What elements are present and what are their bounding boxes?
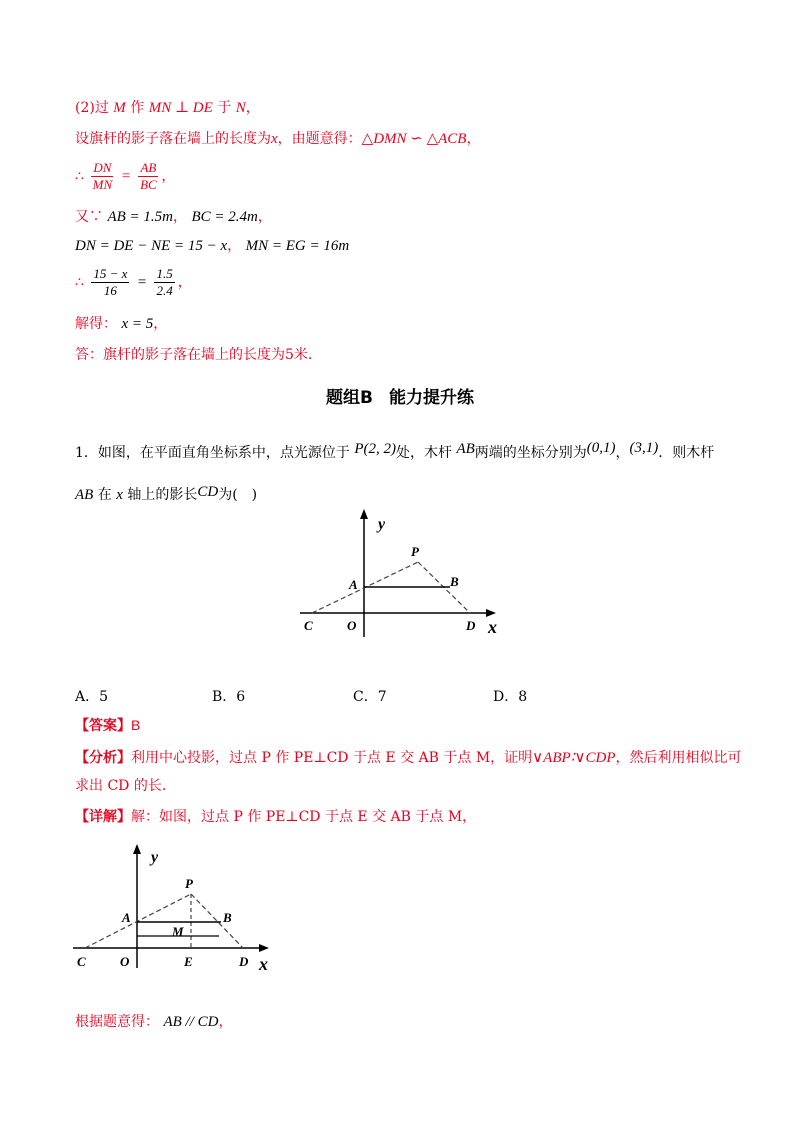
- solution-line-5: [75, 236, 349, 256]
- math: M: [113, 100, 126, 116]
- ray-c-p: [85, 894, 191, 948]
- text: 根据题意得：: [75, 1014, 159, 1030]
- math: (0,1): [586, 440, 616, 456]
- x-axis-arrow: [259, 944, 269, 952]
- text: 设旗杆的影子落在墙上的长度为: [75, 131, 271, 147]
- solution-line-4: [75, 207, 272, 227]
- math: P(2, 2): [354, 441, 397, 457]
- final-line: [75, 1012, 232, 1032]
- math: BC = 2.4m: [191, 209, 258, 225]
- group-label: 题组B: [326, 388, 373, 408]
- math: ∨ABP∶∨CDP: [532, 750, 616, 766]
- math: DN = DE − NE = 15 − x: [75, 238, 228, 254]
- answer-line: [75, 715, 140, 736]
- text: 处，木杆: [396, 445, 453, 461]
- text: 又∵: [75, 209, 103, 225]
- math: x: [271, 131, 278, 147]
- fraction: $\frac{15 - x}{16}$: [93, 266, 128, 298]
- solution-line-1: [75, 98, 260, 118]
- label-d: D: [239, 954, 249, 969]
- text: 作: [130, 100, 145, 116]
- label-y: y: [151, 849, 159, 866]
- text: 于: [217, 100, 232, 116]
- math: x: [116, 487, 123, 503]
- text: ．则木杆: [658, 445, 715, 461]
- group-subtitle: 能力提升练: [388, 388, 474, 408]
- label-b: B: [450, 574, 459, 589]
- label-x: x: [259, 954, 268, 974]
- y-axis-arrow: [133, 844, 141, 854]
- text: 利用中心投影，过点 P 作 PE⊥CD 于点 E 交 AB 于点 M，证明: [131, 750, 533, 766]
- text: 在: [97, 487, 112, 503]
- text: ，: [245, 100, 260, 116]
- label-p: P: [185, 876, 193, 891]
- text: ，: [153, 316, 168, 332]
- math: x = 5: [121, 316, 154, 332]
- text: ，: [218, 1014, 233, 1030]
- label-d: D: [466, 618, 476, 633]
- math: MN = EG = 16m: [245, 238, 350, 254]
- text: ，: [227, 238, 242, 254]
- text: ，然后利用相似比可: [615, 750, 742, 766]
- option-a: A．5: [75, 689, 109, 705]
- y-axis-arrow: [360, 509, 368, 519]
- ray-p-d: [191, 894, 243, 948]
- fraction: $\frac{DN}{MN}$: [92, 160, 113, 192]
- figure-1: [290, 505, 510, 645]
- label-o: O: [120, 954, 130, 969]
- solution-line-2: [75, 129, 480, 149]
- text: 米.: [293, 347, 313, 363]
- text: 5: [285, 347, 294, 363]
- therefore-symbol: ∴: [75, 274, 84, 291]
- detail-line: [75, 807, 476, 827]
- solution-line-3: [75, 160, 175, 193]
- option-c: C．7: [353, 689, 387, 705]
- text: 两端的坐标分别为: [474, 445, 587, 461]
- text: 答：旗杆的影子落在墙上的长度为: [75, 347, 285, 363]
- math: AB = 1.5m: [107, 209, 173, 225]
- text: ，: [172, 209, 187, 225]
- option-b: B．6: [212, 689, 246, 705]
- text: ，: [161, 168, 176, 185]
- text: 1．如图，在平面直角坐标系中，点光源位于: [75, 445, 350, 461]
- text: 解得：: [75, 316, 117, 332]
- solution-line-7: [75, 314, 167, 334]
- label-c: C: [77, 954, 86, 969]
- therefore-symbol: ∴: [75, 168, 84, 185]
- text: ，: [257, 209, 272, 225]
- text: ，: [177, 274, 192, 291]
- label-o: O: [347, 618, 357, 633]
- label-a: A: [122, 910, 131, 925]
- text: ，: [615, 445, 630, 461]
- question-1-line-2: [75, 482, 257, 505]
- text: 求出 CD 的长.: [75, 778, 167, 794]
- section-title: [0, 383, 800, 408]
- label-x: x: [488, 617, 497, 637]
- answer-value: B: [131, 717, 141, 733]
- math: △DMN ∽ △ACB: [361, 131, 467, 147]
- math: AB: [456, 441, 475, 457]
- detail-tag: 【详解】: [75, 809, 131, 825]
- math: =: [120, 168, 132, 185]
- math: (3,1): [629, 440, 659, 456]
- label-c: C: [304, 618, 313, 633]
- math: AB // CD: [163, 1014, 219, 1030]
- math: AB: [75, 487, 94, 503]
- fraction: $\frac{AB}{BC}$: [140, 160, 157, 192]
- figure-2: [65, 838, 285, 978]
- question-1-line-1: [75, 438, 714, 463]
- option-d: D．8: [493, 689, 528, 705]
- analysis-tag: 【分析】: [75, 750, 131, 766]
- math: CD: [197, 484, 219, 500]
- analysis-line-2: [75, 776, 166, 796]
- fraction: $\frac{1.5}{2.4}$: [156, 266, 173, 298]
- analysis-line-1: [75, 748, 742, 768]
- answer-tag: 【答案】: [75, 718, 131, 734]
- solution-answer: [75, 345, 312, 365]
- label-m: M: [172, 924, 184, 939]
- text: ，: [466, 131, 481, 147]
- label-a: A: [349, 577, 358, 592]
- solution-line-6: [75, 266, 192, 299]
- label-y: y: [378, 516, 386, 533]
- text: 轴上的影长: [127, 487, 198, 503]
- label-p: P: [411, 544, 419, 559]
- math: N: [235, 100, 246, 116]
- label-b: B: [223, 910, 232, 925]
- text: ，由题意得：: [277, 131, 362, 147]
- text: 为( ): [218, 487, 258, 503]
- x-axis-arrow: [486, 609, 496, 617]
- label-e: E: [184, 954, 193, 969]
- math: MN ⊥ DE: [148, 100, 213, 116]
- math: =: [136, 274, 147, 291]
- text: 解：如图，过点 P 作 PE⊥CD 于点 E 交 AB 于点 M，: [131, 809, 477, 825]
- text: (2)过: [75, 100, 109, 116]
